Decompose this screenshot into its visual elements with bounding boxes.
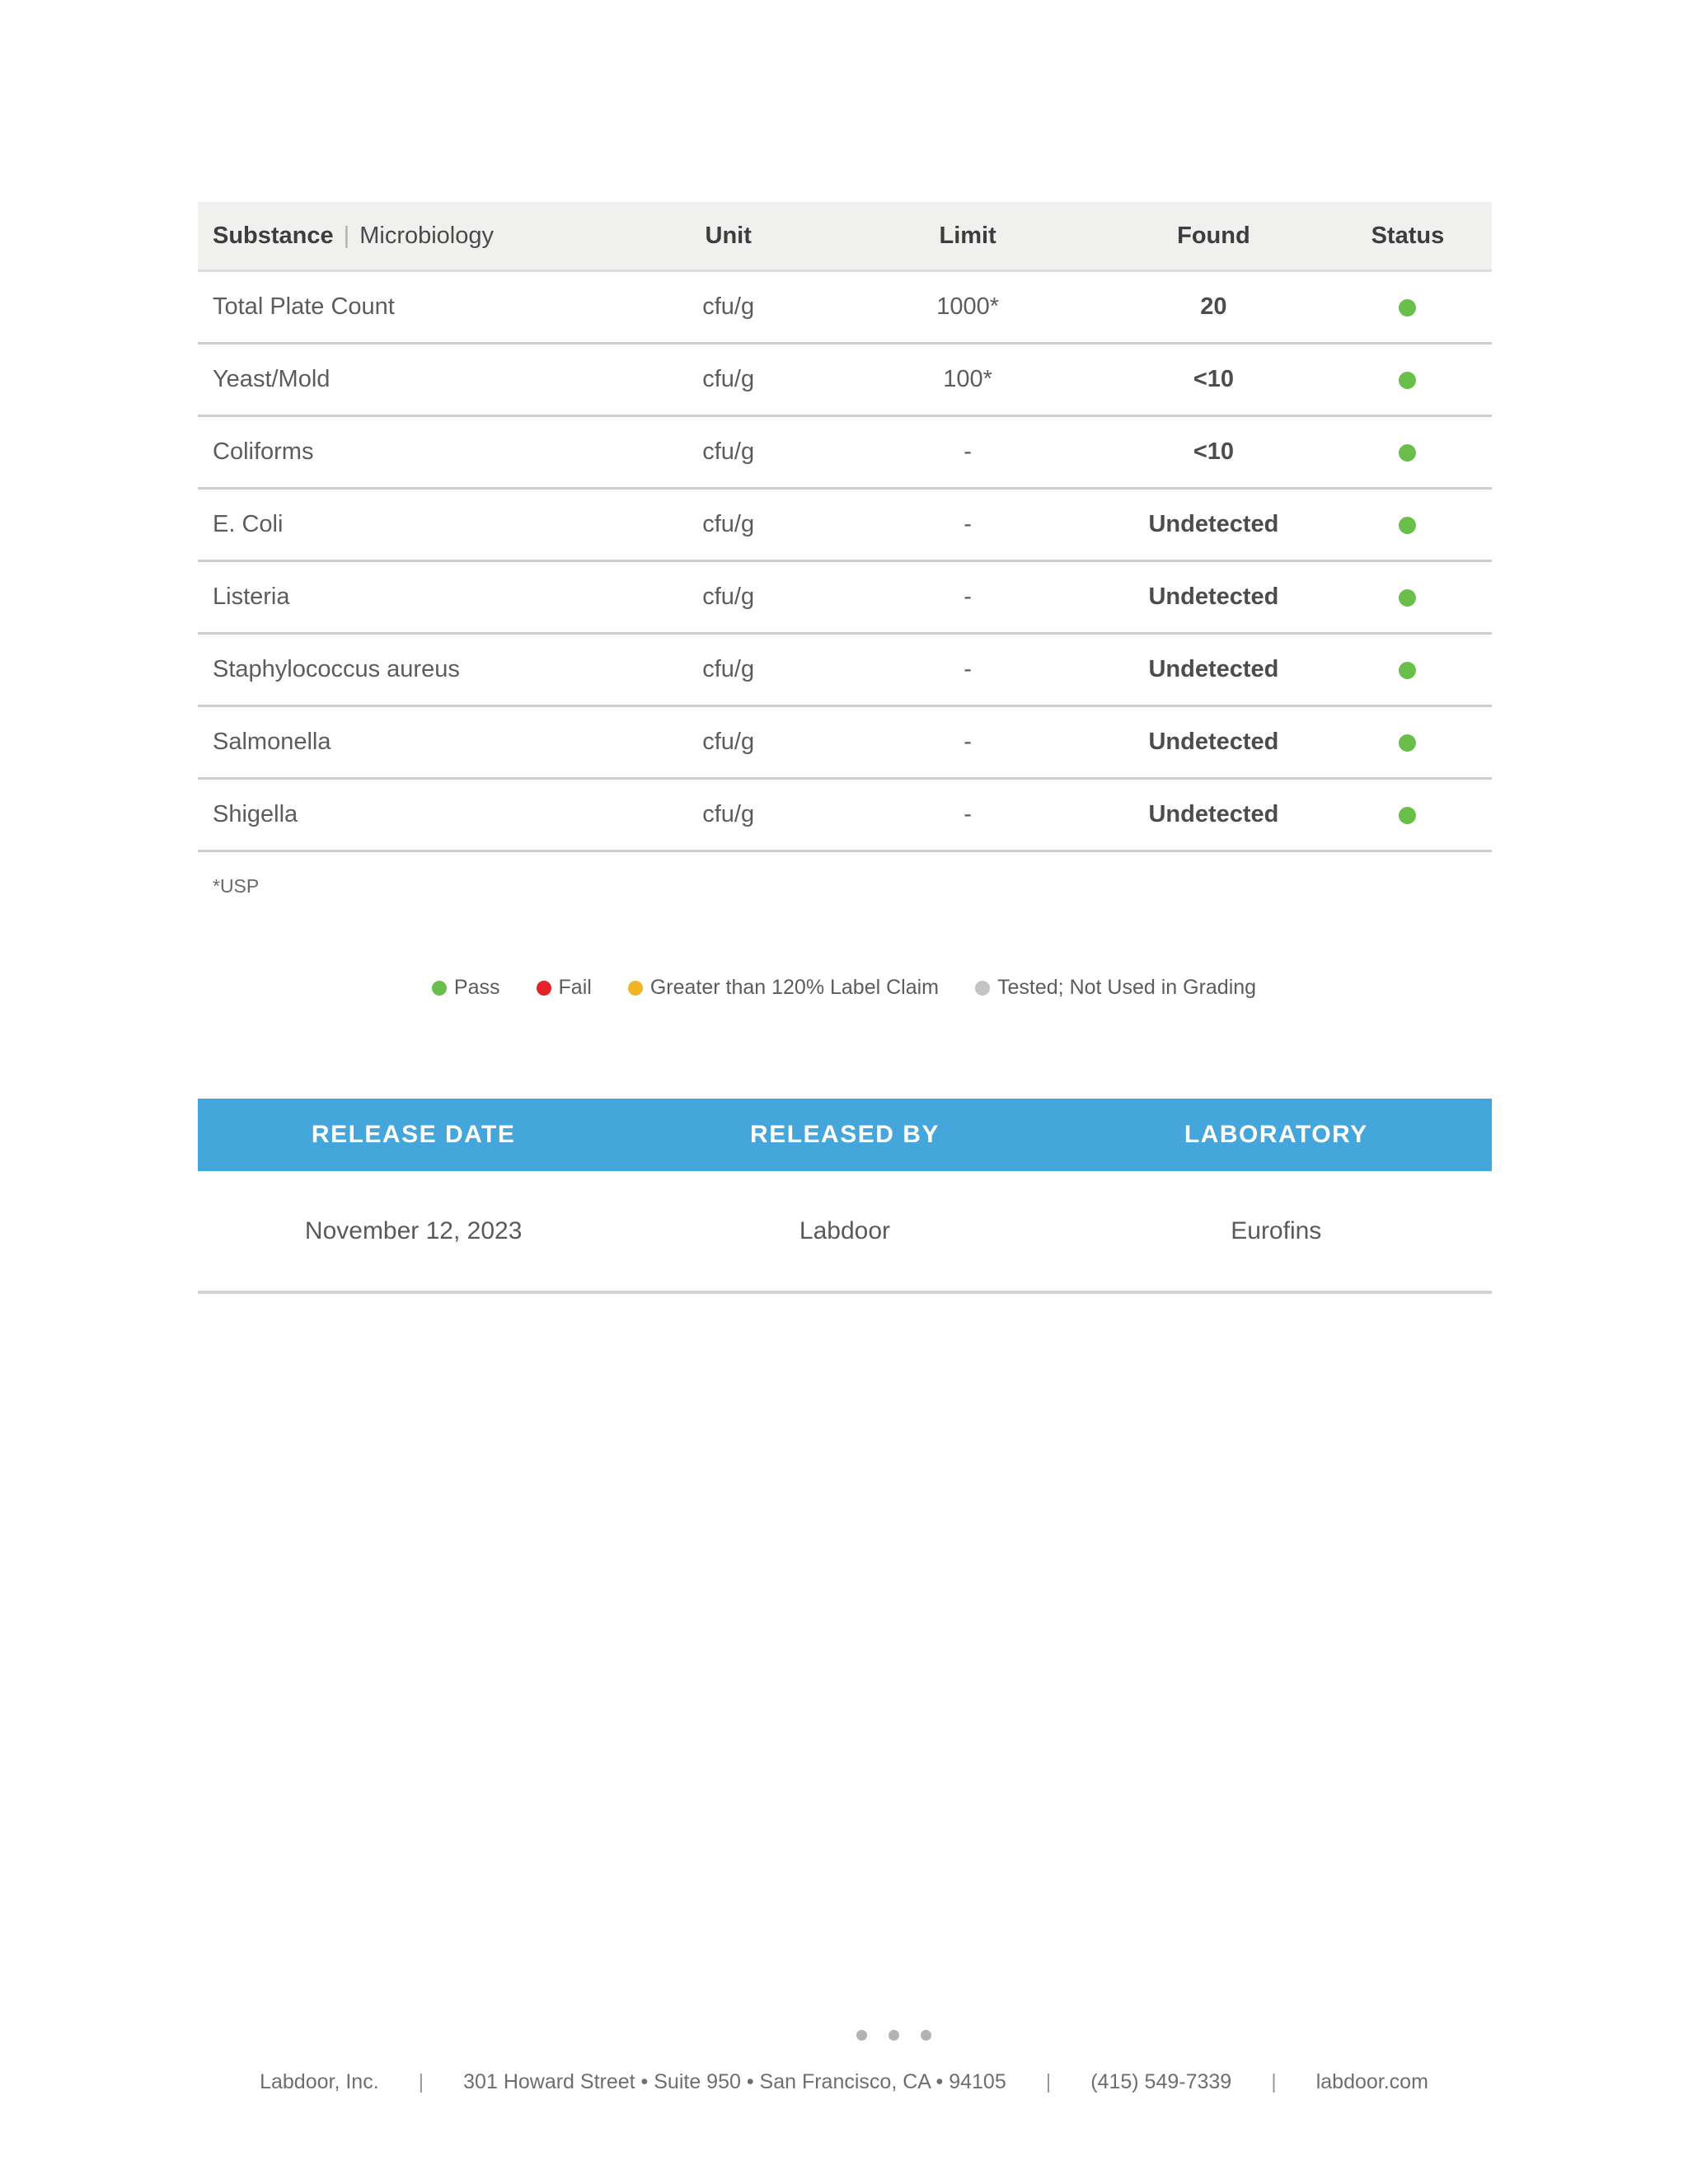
table-row — [198, 707, 1492, 780]
found-cell: Undetected — [1148, 583, 1279, 610]
unit-cell: cfu/g — [702, 293, 755, 320]
found-cell: Undetected — [1148, 656, 1279, 682]
table-row — [198, 780, 1492, 852]
substance-cell: E. Coli — [213, 511, 284, 537]
status-legend — [0, 976, 1688, 1000]
unit-cell: cfu/g — [702, 511, 755, 537]
usp-footnote: *USP — [213, 875, 260, 897]
fail-dot-icon — [537, 981, 551, 996]
status-pass-icon — [1399, 589, 1416, 607]
released-by-header: RELEASED BY — [750, 1121, 940, 1148]
status-pass-icon — [1399, 517, 1416, 534]
footer-website: labdoor.com — [1315, 2070, 1428, 2093]
release-info-values — [198, 1171, 1492, 1294]
unit-cell: cfu/g — [702, 729, 755, 755]
found-cell: 20 — [1200, 293, 1227, 320]
header-status: Status — [1371, 222, 1445, 249]
status-pass-icon — [1399, 807, 1416, 824]
legend-item-tested-only — [975, 976, 1256, 1000]
unit-cell: cfu/g — [702, 366, 755, 392]
limit-cell: - — [964, 438, 972, 465]
header-found: Found — [1177, 222, 1250, 249]
substance-cell: Coliforms — [213, 438, 314, 465]
page-dot-icon — [889, 2030, 899, 2041]
release-date-header: RELEASE DATE — [311, 1121, 516, 1148]
page-dot-icon — [921, 2030, 931, 2041]
status-pass-icon — [1399, 662, 1416, 679]
legend-item-over-claim — [628, 976, 939, 1000]
release-info-header — [198, 1099, 1492, 1171]
pass-dot-icon — [432, 981, 447, 996]
table-row — [198, 344, 1492, 417]
limit-cell: 100* — [943, 366, 992, 392]
over-claim-dot-icon — [628, 981, 643, 996]
footer-separator: | — [418, 2070, 424, 2093]
limit-cell: - — [964, 583, 972, 610]
legend-label: Tested; Not Used in Grading — [997, 976, 1257, 999]
status-pass-icon — [1399, 299, 1416, 316]
status-cell — [1324, 729, 1492, 756]
substance-cell: Staphylococcus aureus — [213, 656, 460, 682]
legend-label: Greater than 120% Label Claim — [649, 976, 940, 999]
legend-label: Fail — [558, 976, 592, 999]
substance-cell: Salmonella — [213, 729, 331, 755]
substance-cell: Total Plate Count — [213, 293, 395, 320]
header-substance-label: Substance — [213, 222, 334, 249]
footer-address: 301 Howard Street • Suite 950 • San Francisco, CA • 94105 — [463, 2070, 1006, 2093]
found-cell: <10 — [1193, 366, 1235, 392]
limit-cell: - — [964, 729, 972, 755]
limit-cell: 1000* — [936, 293, 1000, 320]
footer-phone: (415) 549-7339 — [1090, 2070, 1232, 2093]
status-cell — [1324, 293, 1492, 321]
header-substance — [198, 223, 625, 250]
table-row — [198, 417, 1492, 490]
found-cell: Undetected — [1148, 729, 1279, 755]
footer-separator: | — [1045, 2070, 1052, 2093]
legend-item-fail — [537, 976, 592, 1000]
status-cell — [1324, 801, 1492, 828]
page-indicator-dots — [49, 2030, 1688, 2041]
status-cell — [1324, 511, 1492, 538]
found-cell: <10 — [1193, 438, 1235, 465]
header-category-label: Microbiology — [359, 222, 495, 249]
limit-cell: - — [964, 656, 972, 682]
footer-separator: | — [1271, 2070, 1277, 2093]
status-pass-icon — [1399, 734, 1416, 752]
table-row — [198, 635, 1492, 707]
found-cell: Undetected — [1148, 511, 1279, 537]
found-cell: Undetected — [1148, 801, 1279, 827]
table-row — [198, 272, 1492, 344]
legend-item-pass — [432, 976, 500, 1000]
unit-cell: cfu/g — [702, 801, 755, 827]
released-by-value: Labdoor — [799, 1216, 891, 1244]
tested-only-dot-icon — [975, 981, 990, 996]
table-row — [198, 490, 1492, 562]
substance-cell: Listeria — [213, 583, 290, 610]
table-row — [198, 562, 1492, 635]
laboratory-value: Eurofins — [1231, 1216, 1322, 1244]
laboratory-header: LABORATORY — [1184, 1121, 1368, 1148]
status-cell — [1324, 656, 1492, 683]
unit-cell: cfu/g — [702, 656, 755, 682]
unit-cell: cfu/g — [702, 438, 755, 465]
substance-cell: Shigella — [213, 801, 298, 827]
header-limit: Limit — [939, 222, 996, 249]
table-header-row — [198, 202, 1492, 272]
microbiology-results-table — [198, 202, 1492, 852]
status-cell — [1324, 438, 1492, 466]
limit-cell: - — [964, 801, 972, 827]
status-pass-icon — [1399, 444, 1416, 462]
substance-cell: Yeast/Mold — [213, 366, 331, 392]
legend-label: Pass — [453, 976, 500, 999]
footer — [0, 2070, 1688, 2094]
page-dot-icon — [856, 2030, 867, 2041]
header-separator: | — [343, 222, 350, 249]
unit-cell: cfu/g — [702, 583, 755, 610]
limit-cell: - — [964, 511, 972, 537]
header-unit: Unit — [705, 222, 752, 249]
status-cell — [1324, 583, 1492, 611]
footer-company: Labdoor, Inc. — [260, 2070, 379, 2093]
status-pass-icon — [1399, 372, 1416, 389]
release-date-value: November 12, 2023 — [304, 1216, 523, 1244]
status-cell — [1324, 366, 1492, 393]
